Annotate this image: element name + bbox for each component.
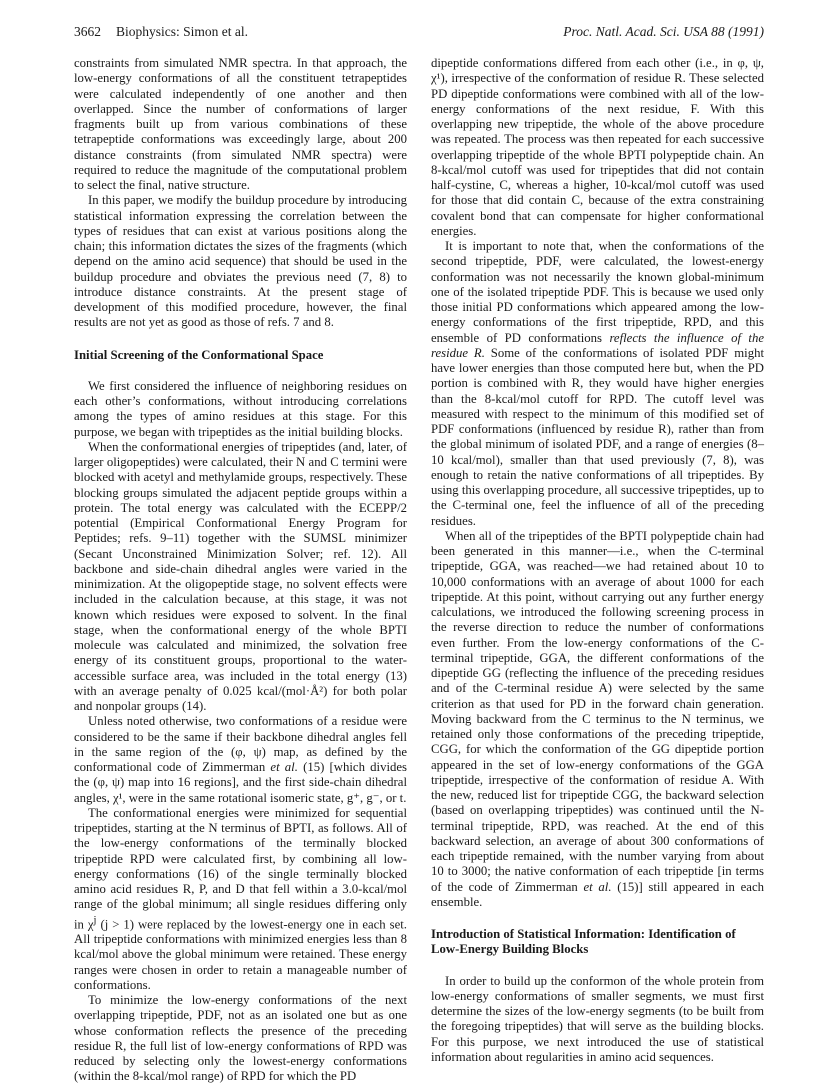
left-column [74,56,407,1085]
journal-citation: Proc. Natl. Acad. Sci. USA 88 (1991) [563,24,764,39]
page-header [74,24,764,42]
text-run: /2 potential (Empirical Conformational Energy Program for Peptides; refs. 9–11) together with the [74,500,407,546]
paragraph: We first considered the influence of neighboring residues on each other’s conformations, without introducing correlations among the types of amino residues at this stage. For this purpose, we began with tripeptides as the initial building blocks. [74,378,407,439]
text-run: It is important to note that, when the conformations of the second tripeptide, PDF, were calculated, the lowest-energy conformation was not necessarily the known global-minimum one of the isolated tripeptide PDF. This is because we used only those initial PD conformations which appeared among the low-energy conformations of the first tripeptide, RPD, and this ensemble of PD conformations [431,239,764,345]
superscript: j [93,914,97,926]
paragraph [74,440,407,715]
text-run: (15)] still appeared in each ensemble. [431,879,764,909]
text-run: minimizer (Secant Unconstrained Minimization Solver; ref. 12). All backbone and side-chain dihedral angles were varied in the minimization. At the oligopeptide stage, no solvent effects were included in the calculation because, at this stage, it was not known which residues were exposed to solvent. In the final stage, when the conformational energy of the whole BPTI molecule was calculated and minimized, the solvation free energy of its constituent groups, proportional to the water-accessible surface area, was included in the total energy (13) with an average penalty of 0.025 kcal/(mol·Å²) for both polar and nonpolar groups (14). [74,531,407,713]
text-run: The conformational energies were minimized for sequential tripeptides, starting at the N terminus of BPTI, as follows. All of the low-energy conformations of the terminally blocked tripeptide RPD were calculated first, by combining all low-energy conformations (16) of the single terminally blocked amino acid residues R, P, and D that fell within a 3.0-kcal/mol range of the global minimum; all single residues differing only in χ [74,805,407,931]
text-run: (15) [which divides the (φ, ψ) map into 16 regions], and the first side-chain dihedral angles, χ¹, were in the same rotational isomeric state, g⁺, g⁻, or t. [74,760,407,805]
paragraph [431,529,764,910]
text-run: Some of the conformations of isolated PDF might have lower energies than those computed here but, when the PD portion is combined with R, they would have higher energies than the 8-kcal/mol cutoff for RPD. The cutoff level was measured with respect to the minimum of this modified set of PDF conformations (influenced by residue R), rather than from the global minimum of isolated PDF, and a range of energies (8–10 kcal/mol), smaller than that used previously (7, 8), was enough to retain the native conformations of all tripeptides. By using this overlapping procedure, all successive tripeptides, up to the C-terminal one, feel the influence of all of the preceding residues. [431,345,764,528]
paragraph: constraints from simulated NMR spectra. In that approach, the low-energy conformations of all the constituent tetrapeptides were calculated independently of one another and then overlapped. Since the number of conformations of larger fragments built up from various combinations of these tetrapeptide conformations was exceedingly large, about 200 distance constraints (from simulated NMR spectra) were required to reduce the magnitude of the computational problem to select the final, native structure. [74,56,407,192]
text-run: (j > 1) were replaced by the lowest-energy one in each set. All tripeptide conformations with minimized energies less than 8 kcal/mol above the global minimum were retained. These energy ranges were chosen in order to retain a manageable number of conformations. [74,916,407,992]
paragraph: dipeptide conformations differed from each other (i.e., in φ, ψ, χ¹), irrespective of the conformation of residue R. These selected PD dipeptide conformations were combined with all of the low-energy conformations of the next residue, F. With this overlapping new tripeptide, the whole of the above procedure was repeated. The process was then repeated for each successive overlapping tripeptide of the whole BPTI polypeptide chain. An 8-kcal/mol cutoff was used for tripeptides that did not contain half-cystine, C, whereas a higher, 10-kcal/mol cutoff was used for those that did contain C, because of the extra constraining covalent bond that can compensate for higher conformational energies. [431,56,764,238]
text-run: When the conformational energies of tripeptides (and, later, of larger oligopeptides) were calculated, their N and C termini were blocked with acetyl and methylamide groups, respectively. These blocking groups simulated the adjacent peptide groups within a protein. The total energy was calculated with the [74,439,407,515]
paragraph: To minimize the low-energy conformations of the next overlapping tripeptide, PDF, not as an isolated one but as one whose conformation reflects the presence of the preceding residue R, the full list of low-energy conformations of RPD was reduced by selecting only the lowest-energy conformations (within the 8-kcal/mol range) of RPD for which the PD [74,993,407,1084]
text-run: Unless noted otherwise, two conformations of a residue were considered to be the same if their backbone dihedral angles fell in the same region of the (φ, ψ) map, as defined by the conformational code of Zimmerman [74,714,407,774]
paragraph [74,714,407,806]
acronym-sumsl: SUMSL [303,531,347,546]
italic-run: et al. [583,879,612,894]
right-column [431,56,764,1065]
text-run: When all of the tripeptides of the BPTI polypeptide chain had been generated in this manner—i.e., when the C-terminal tripeptide, GGA, was reached—we had retained about 10 to 10,000 conformations with an average of about 1000 for each tripeptide. At this point, without carrying out any further energy calculations, we introduced the following screening process in the reverse direction to reduce the number of conformations even further. From the low-energy conformations of the C-terminal tripeptide, GGA, the different conformations of the dipeptide GG (reflecting the influence of the preceding residues and of the C-terminal residue A) were selected by the same criterion as that used for PD in the forward chain generation. Moving backward from the C terminus to the N terminus, we retained only those conformations of the preceding tripeptide, CGG, for which the conformation of the GG dipeptide portion appeared in the set of low-energy conformations of the GGA tripeptide, irrespective of the conformation of residue A. With the new, reduced list for tripeptide CGG, the backward selection (based on overlapping tripeptides) was continued until the N-terminal tripeptide, RPD, was reached. At the end of this backward selection, an average of about 300 conformations of each tripeptide remained, with the number varying from about 10 to 3000; the native conformation of each tripeptide [in terms of the code of Zimmerman [431,528,764,894]
paragraph [74,806,407,993]
paragraph: In this paper, we modify the buildup procedure by introducing statistical information expressing the correlation between the types of residues that can exist at various positions along the chain; this information dictates the sizes of the fragments (which depend on the amino acid sequence) that should be used in the buildup procedure and obviates the previous need (7, 8) to introduce distance constraints. At the present stage of development of this modified procedure, however, the final results are not yet as good as those of refs. 7 and 8. [74,193,407,330]
italic-run: reflects the influence of the residue R. [431,330,765,360]
paragraph: In order to build up the conformon of the whole protein from low-energy conformations of smaller segments, we must first determine the sizes of the low-energy segments (to be built from the foregoing tripeptides) that will serve as the building blocks. For this purpose, we next introduced the use of statistical information about regularities in amino acid sequences. [431,973,764,1064]
paragraph [431,239,764,529]
acronym-ecepp: ECEPP [358,500,398,515]
running-head: Biophysics: Simon et al. [116,24,249,39]
section-heading: Introduction of Statistical Information: Identification of Low-Energy Building Blocks [431,927,736,957]
section-heading: Initial Screening of the Conformational Space [74,347,324,362]
italic-run: et al. [270,760,298,774]
page-number: 3662 [74,24,101,39]
